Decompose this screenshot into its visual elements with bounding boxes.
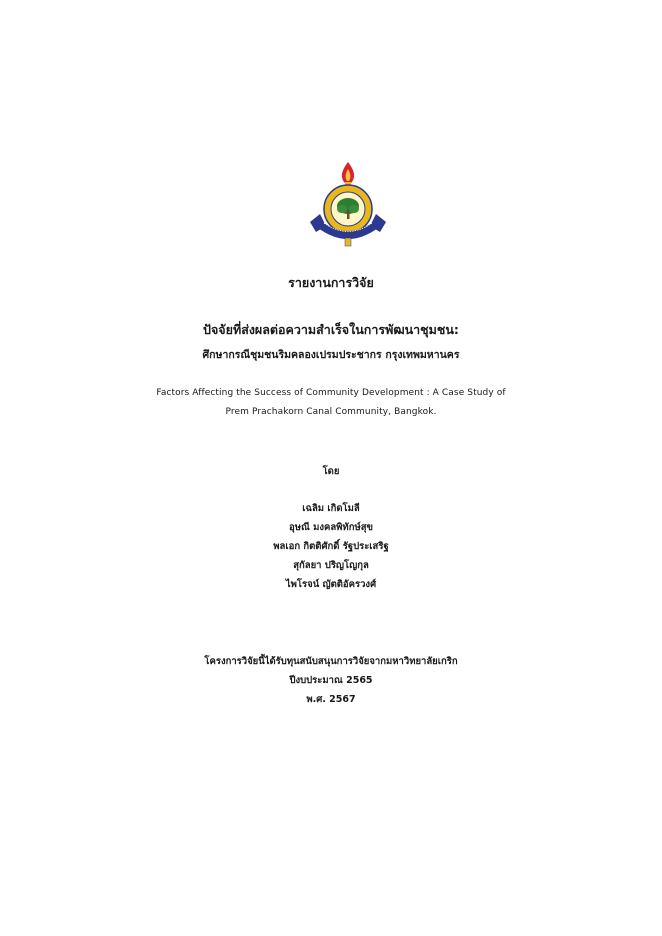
author-5: ไพโรจน์ ญัตติอัครวงศ์ xyxy=(285,579,377,590)
university-seal-icon xyxy=(304,160,392,250)
thai-title-line-2: ศึกษากรณีชุมชนริมคลองเปรมประชากร กรุงเทพมหานคร xyxy=(202,349,460,361)
fiscal-year: ปีงบประมาณ 2565 xyxy=(289,675,373,686)
author-1: เฉลิม เกิดโมลี xyxy=(302,503,360,514)
author-4: สุกัลยา ปริญโญกุล xyxy=(293,560,369,571)
author-3: พลเอก กิตติศักดิ์ รัฐประเสริฐ xyxy=(273,541,389,552)
funding-statement: โครงการวิจัยนี้ได้รับทุนสนับสนุนการวิจัยจากมหาวิทยาลัยเกริก xyxy=(204,656,458,667)
publication-year: พ.ศ. 2567 xyxy=(306,694,356,705)
report-label: รายงานการวิจัย xyxy=(288,275,374,290)
by-label: โดย xyxy=(322,466,340,477)
english-title-line-2: Prem Prachakorn Canal Community, Bangkok. xyxy=(225,407,437,417)
thai-title-line-1: ปัจจัยที่ส่งผลต่อความสำเร็จในการพัฒนาชุมชน: xyxy=(203,322,459,337)
author-2: อุษณี มงคลพิทักษ์สุข xyxy=(289,522,373,533)
english-title-line-1: Factors Affecting the Success of Community Development : A Case Study of xyxy=(156,388,506,398)
